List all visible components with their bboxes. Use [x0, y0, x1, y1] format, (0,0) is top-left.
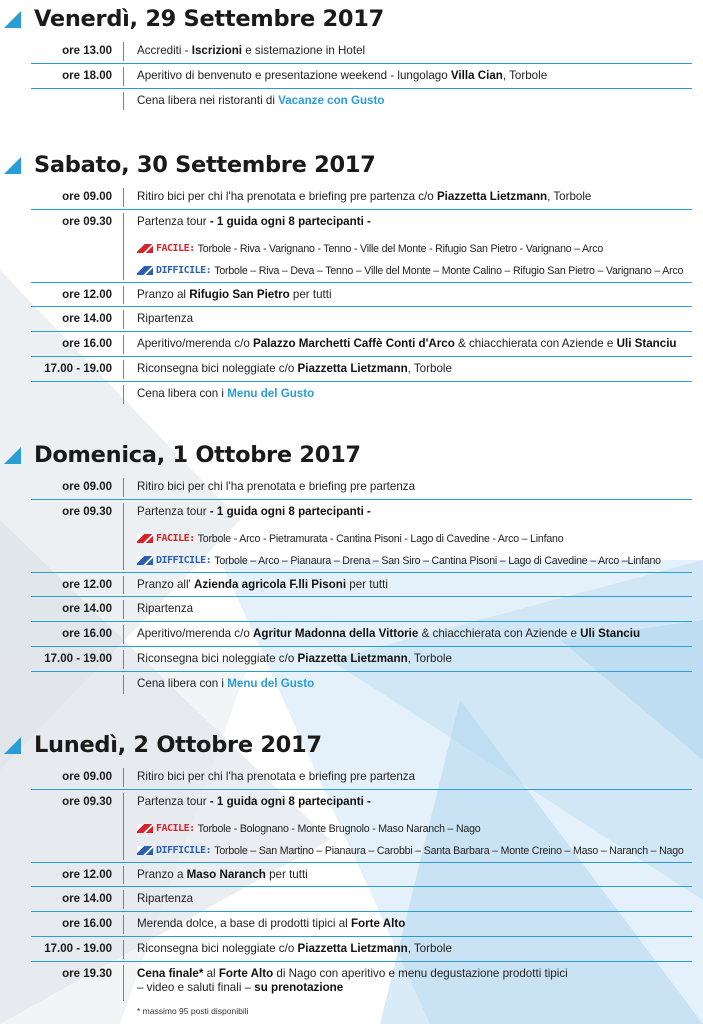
row-divider	[123, 915, 124, 934]
bold-text: Piazzetta Lietzmann	[297, 941, 408, 955]
row-description-line	[137, 307, 699, 331]
text-segment: per tutti	[346, 577, 388, 591]
row-divider	[123, 890, 124, 909]
text-segment: Partenza tour	[137, 214, 210, 228]
difficult-flag-icon	[137, 556, 153, 565]
day-header	[4, 4, 384, 34]
text-segment: Aperitivo/merenda c/o	[137, 337, 253, 351]
text-segment: per tutti	[289, 287, 332, 301]
row-description	[137, 283, 699, 307]
row-description-line	[137, 937, 699, 961]
row-divider	[123, 650, 124, 669]
bold-text: Cena finale*	[137, 966, 204, 980]
schedule-row	[0, 332, 703, 357]
route-difficult	[137, 550, 699, 572]
row-divider	[123, 793, 124, 860]
schedule-rows	[0, 185, 703, 407]
text-segment: – video e saluti finali –	[137, 980, 255, 994]
route-easy	[137, 528, 699, 550]
difficult-flag-icon	[137, 266, 153, 275]
schedule-row	[0, 597, 703, 622]
schedule-row	[0, 210, 703, 283]
bold-text: Rifugio San Pietro	[189, 287, 290, 301]
row-description	[137, 672, 699, 696]
text-segment: , Torbole	[407, 941, 452, 955]
row-description	[137, 185, 699, 209]
row-description-line	[137, 210, 699, 234]
row-time: ore 09.00	[62, 771, 112, 783]
route-stops: Torbole - Riva - Varignano - Tenno - Ville del Monte - Rifugio San Pietro - Varignano – Arco	[197, 242, 604, 255]
row-description	[137, 597, 699, 621]
row-description	[137, 887, 699, 911]
row-divider	[123, 866, 124, 885]
row-divider	[123, 385, 124, 404]
schedule-row	[0, 307, 703, 332]
text-segment: Pranzo all'	[137, 577, 194, 591]
day-title: Venerdì, 29 Settembre 2017	[34, 6, 384, 32]
easy-flag-icon	[137, 244, 153, 253]
bold-text: Uli Stanciu	[580, 627, 641, 641]
easy-flag-icon	[137, 824, 153, 833]
text-segment: , Torbole	[407, 361, 452, 375]
schedule-row	[0, 790, 703, 863]
text-segment: Aperitivo/merenda c/o	[137, 627, 253, 641]
text-segment: e sistemazione in Hotel	[242, 44, 366, 57]
row-time: 17.00 - 19.00	[44, 942, 112, 955]
bold-text: Piazzetta Lietzmann	[436, 190, 548, 203]
easy-flag-icon	[137, 534, 153, 543]
row-time: ore 09.30	[62, 215, 112, 228]
text-segment: Partenza tour	[137, 504, 210, 518]
route-stops: Torbole - Arco - Pietramurata - Cantina Pisoni - Lago di Cavedine - Arco – Linfano	[197, 532, 564, 545]
highlight-link-text: Menu del Gusto	[227, 386, 315, 400]
route-level: FACILE:	[156, 822, 195, 834]
row-divider	[123, 92, 124, 111]
text-segment: , Torbole	[502, 68, 548, 82]
row-description	[137, 622, 699, 646]
schedule-row	[0, 937, 703, 962]
row-time: ore 09.30	[62, 505, 112, 518]
text-segment: Cena libera con i	[137, 386, 228, 400]
row-divider	[123, 600, 124, 619]
schedule-row	[0, 185, 703, 210]
row-description	[137, 210, 699, 282]
row-description	[137, 863, 699, 887]
row-time: ore 14.00	[62, 893, 112, 906]
day-title: Domenica, 1 Ottobre 2017	[34, 442, 361, 468]
route-level: FACILE:	[156, 532, 195, 544]
text-segment: Aperitivo di benvenuto e presentazione weekend - lungolago	[137, 68, 451, 82]
row-divider	[123, 478, 124, 497]
row-time: ore 12.00	[62, 868, 112, 881]
row-description-line	[137, 887, 699, 911]
schedule-row	[0, 500, 703, 573]
row-divider	[123, 503, 124, 570]
row-description-line	[137, 622, 699, 646]
text-segment: , Torbole	[547, 190, 592, 203]
bold-text: Villa Cian	[450, 68, 503, 82]
text-segment: Accrediti -	[137, 44, 192, 57]
text-segment: & chiacchierata con Aziende e	[418, 627, 581, 641]
text-segment: , Torbole	[407, 651, 452, 665]
difficult-flag-icon	[137, 846, 153, 855]
row-description-line	[137, 597, 699, 621]
schedule-row	[0, 912, 703, 937]
row-description	[137, 647, 699, 671]
day-title: Lunedì, 2 Ottobre 2017	[34, 732, 322, 758]
row-time: ore 18.00	[62, 69, 112, 82]
text-segment: Ritiro bici per chi l'ha prenotata e briefing pre partenza	[137, 480, 416, 493]
row-description-line	[137, 765, 699, 789]
text-segment: Partenza tour	[137, 794, 210, 808]
row-description-line	[137, 500, 699, 524]
row-description-line	[137, 475, 699, 499]
schedule-row	[0, 89, 703, 114]
row-description-line	[137, 64, 699, 88]
text-segment: Riconsegna bici noleggiate c/o	[137, 651, 298, 665]
route-difficult	[137, 840, 699, 862]
route-level: DIFFICILE:	[156, 264, 212, 276]
row-time: 17.00 - 19.00	[44, 362, 112, 375]
text-segment: Riconsegna bici noleggiate c/o	[137, 361, 298, 375]
route-level: DIFFICILE:	[156, 554, 212, 566]
bold-text: Piazzetta Lietzmann	[297, 361, 408, 375]
route-difficult	[137, 260, 699, 282]
row-divider	[123, 213, 124, 280]
text-segment: di Nago con aperitivo e menu degustazione prodotti tipici	[273, 966, 568, 980]
row-description	[137, 573, 699, 597]
route-stops: Torbole - Bolognano - Monte Brugnolo - Maso Naranch – Nago	[197, 822, 481, 835]
row-description	[137, 790, 699, 862]
bold-text: Palazzo Marchetti Caffè Conti d'Arco	[253, 337, 455, 351]
row-description	[137, 962, 699, 995]
row-divider	[123, 335, 124, 354]
text-segment: Pranzo al	[137, 287, 190, 301]
route-stops: Torbole – San Martino – Pianaura – Carobbi – Santa Barbara – Monte Creino – Maso – Naranch – Nago	[214, 844, 684, 857]
text-segment: Cena libera con i	[137, 676, 228, 690]
day-title: Sabato, 30 Settembre 2017	[34, 152, 376, 178]
row-divider	[123, 965, 124, 1001]
footnote: * massimo 95 posti disponibili	[137, 1006, 249, 1016]
bold-text: - 1 guida ogni 8 partecipanti -	[209, 794, 371, 808]
row-description	[137, 89, 699, 113]
day-header	[4, 440, 361, 470]
schedule-row	[0, 962, 703, 1004]
row-description	[137, 937, 699, 961]
route-stops: Torbole – Riva – Deva – Tenno – Ville del Monte – Monte Calino – Rifugio San Pietro – Varignano – Arco	[214, 264, 684, 277]
triangle-bullet-icon	[4, 447, 21, 464]
row-description	[137, 765, 699, 789]
route-stops: Torbole – Arco – Pianaura – Drena – San Siro – Cantina Pisoni – Lago di Cavedine – Arco –Linfano	[214, 554, 661, 567]
schedule-row	[0, 39, 703, 64]
row-divider	[123, 768, 124, 787]
schedule-row	[0, 475, 703, 500]
row-time: ore 16.00	[62, 628, 112, 641]
row-description-line	[137, 89, 699, 113]
schedule-row	[0, 573, 703, 598]
route-level: DIFFICILE:	[156, 844, 212, 856]
row-description-line	[137, 382, 699, 406]
bold-text: Iscrizioni	[191, 44, 243, 57]
text-segment: Pranzo a	[137, 867, 187, 881]
row-divider	[123, 310, 124, 329]
schedule-row	[0, 382, 703, 407]
row-divider	[123, 42, 124, 61]
bold-text: Maso Naranch	[186, 867, 266, 881]
row-description	[137, 64, 699, 88]
row-time: ore 19.30	[62, 967, 112, 980]
schedule-row	[0, 887, 703, 912]
row-divider	[123, 188, 124, 207]
row-description-line	[137, 790, 699, 814]
triangle-bullet-icon	[4, 737, 21, 754]
row-description-line	[137, 185, 699, 209]
schedule-row	[0, 622, 703, 647]
row-divider	[123, 67, 124, 86]
text-segment: Ripartenza	[137, 602, 194, 616]
schedule-rows	[0, 475, 703, 697]
row-divider	[123, 576, 124, 595]
row-divider	[123, 940, 124, 959]
text-segment: per tutti	[265, 867, 308, 881]
bold-text: Piazzetta Lietzmann	[297, 651, 408, 665]
schedule-rows	[0, 765, 703, 1004]
highlight-link-text: Menu del Gusto	[227, 676, 315, 690]
text-segment: al	[203, 966, 219, 980]
text-segment: Merenda dolce, a base di prodotti tipici al	[137, 917, 351, 931]
bold-text: Forte Alto	[218, 966, 274, 980]
schedule-row	[0, 357, 703, 382]
route-easy	[137, 818, 699, 840]
row-divider	[123, 675, 124, 694]
schedule-row	[0, 64, 703, 89]
row-description-line	[137, 863, 699, 887]
row-description	[137, 39, 699, 63]
row-description-line	[137, 672, 699, 696]
schedule-rows	[0, 39, 703, 113]
row-description	[137, 382, 699, 406]
row-time: ore 14.00	[62, 313, 112, 326]
bold-text: - 1 guida ogni 8 partecipanti -	[209, 214, 371, 228]
row-description-line	[137, 283, 699, 307]
row-description	[137, 357, 699, 381]
text-segment: Ritiro bici per chi l'ha prenotata e briefing pre partenza	[137, 770, 416, 783]
text-segment: & chiacchierata con Aziende e	[454, 337, 617, 351]
row-divider	[123, 360, 124, 379]
row-description-line	[137, 39, 699, 63]
row-description-line	[137, 912, 699, 936]
row-divider	[123, 286, 124, 305]
triangle-bullet-icon	[4, 11, 21, 28]
row-time: 17.00 - 19.00	[44, 652, 112, 665]
row-description-line	[137, 647, 699, 671]
highlight-link-text: Vacanze con Gusto	[278, 93, 385, 107]
row-time: ore 16.00	[62, 918, 112, 931]
text-segment: Ritiro bici per chi l'ha prenotata e briefing pre partenza c/o	[137, 190, 437, 203]
text-segment: Riconsegna bici noleggiate c/o	[137, 941, 298, 955]
triangle-bullet-icon	[4, 157, 21, 174]
day-header	[4, 150, 376, 180]
row-description	[137, 307, 699, 331]
schedule-row	[0, 765, 703, 790]
bold-text: Forte Alto	[350, 917, 406, 931]
schedule-row	[0, 647, 703, 672]
route-easy	[137, 238, 699, 260]
schedule-row	[0, 283, 703, 308]
row-time: ore 12.00	[62, 288, 112, 301]
bold-text: Uli Stanciu	[616, 337, 677, 351]
row-description	[137, 332, 699, 356]
text-segment: Ripartenza	[137, 892, 194, 906]
text-segment: Cena libera nei ristoranti di	[137, 93, 279, 107]
bold-text: Agritur Madonna della Vittorie	[253, 627, 419, 641]
bold-text: Azienda agricola F.lli Pisoni	[194, 577, 347, 591]
row-description	[137, 912, 699, 936]
row-description	[137, 475, 699, 499]
row-description-line	[137, 573, 699, 597]
row-divider	[123, 625, 124, 644]
schedule-row	[0, 672, 703, 697]
day-header	[4, 730, 322, 760]
row-time: ore 14.00	[62, 603, 112, 616]
row-time: ore 09.00	[62, 191, 112, 203]
row-time: ore 09.00	[62, 481, 112, 493]
row-time: ore 12.00	[62, 578, 112, 591]
row-description	[137, 500, 699, 572]
row-time: ore 16.00	[62, 338, 112, 351]
row-description-line	[137, 357, 699, 381]
bold-text: - 1 guida ogni 8 partecipanti -	[209, 504, 371, 518]
row-time: ore 09.30	[62, 795, 112, 808]
row-time: ore 13.00	[62, 45, 112, 57]
schedule-row	[0, 863, 703, 888]
text-segment: Ripartenza	[137, 312, 194, 326]
row-description-line	[137, 332, 699, 356]
bold-text: su prenotazione	[254, 980, 344, 994]
route-level: FACILE:	[156, 242, 195, 254]
